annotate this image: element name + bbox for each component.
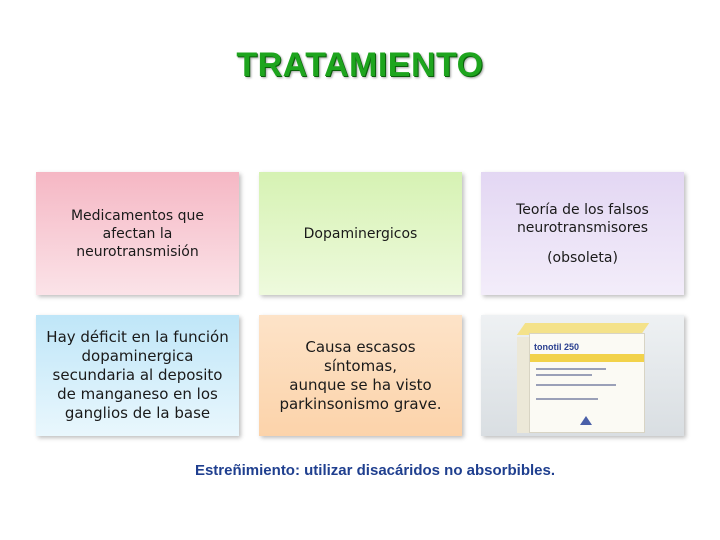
box-falsos-neurotransmisores <box>481 172 684 295</box>
footer-note: Estreñimiento: utilizar disacáridos no absorbibles. <box>194 462 556 479</box>
box-medicamentos-line3: neurotransmisión <box>76 243 199 260</box>
box-causa-line1: Causa escasos síntomas, <box>305 337 416 375</box>
box-medicamentos <box>36 172 239 295</box>
box-deficit-line1: Hay déficit en la función <box>46 328 229 346</box>
package-text-line <box>536 398 598 400</box>
box-causa <box>259 315 462 436</box>
package-side <box>517 337 529 433</box>
package-text-line <box>536 374 592 376</box>
box-medicamentos-line2: afectan la <box>102 225 173 242</box>
box-falsos-line1: Teoría de los falsos <box>516 201 649 218</box>
package-text-line <box>536 368 606 370</box>
box-falsos-line2: neurotransmisores <box>516 219 649 236</box>
package-stripe <box>530 354 644 362</box>
package-front <box>529 333 645 433</box>
box-deficit-line4: de manganeso en los <box>57 385 218 403</box>
box-falsos-note: (obsoleta) <box>547 249 618 266</box>
package-brand-label: tonotil 250 <box>534 342 580 352</box>
package-logo-icon <box>580 416 592 425</box>
box-deficit-line2: dopaminergica <box>81 347 194 365</box>
slide-title: TRATAMIENTO <box>236 46 484 84</box>
box-dopaminergicos-text: Dopaminergicos <box>303 225 418 242</box>
box-causa-line2: aunque se ha visto <box>289 375 432 394</box>
box-deficit <box>36 315 239 436</box>
medicine-box-photo <box>481 315 684 436</box>
box-medicamentos-line1: Medicamentos que <box>70 207 205 224</box>
box-deficit-line5: ganglios de la base <box>64 404 211 422</box>
package-text-line <box>536 384 616 386</box>
box-deficit-line3: secundaria al deposito <box>52 366 223 384</box>
box-dopaminergicos <box>259 172 462 295</box>
box-causa-line3: parkinsonismo grave. <box>279 394 442 413</box>
